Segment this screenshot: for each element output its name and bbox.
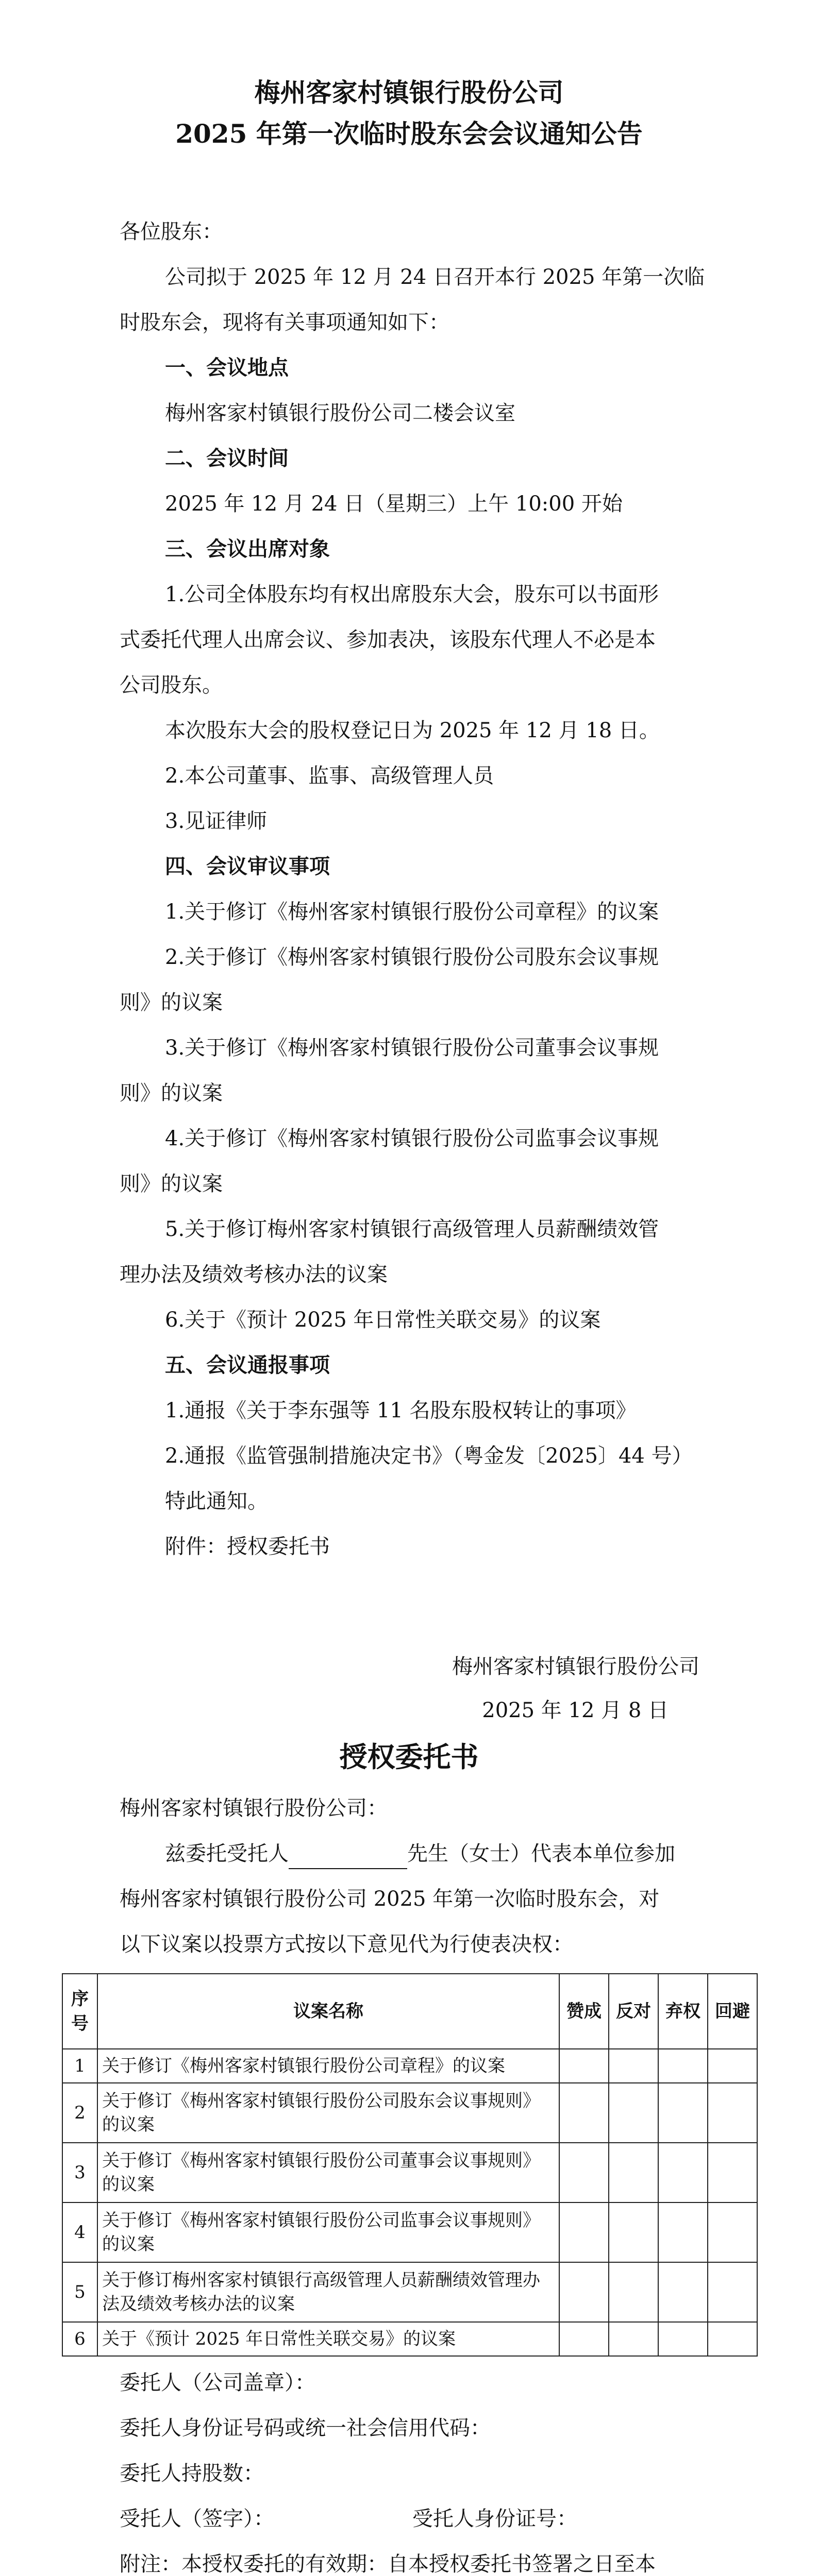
principal-seal-field: 委托人（公司盖章）：: [120, 2371, 315, 2395]
vote-abstain-cell[interactable]: [658, 2202, 708, 2262]
intro-line1: 公司拟于 2025 年 12 月 24 日召开本行 2025 年第一次临: [165, 265, 705, 289]
vote-for-cell[interactable]: [559, 2083, 609, 2143]
notice-date: 2025 年 12 月 8 日: [482, 1699, 669, 1722]
section5-heading: 五、会议通报事项: [165, 1353, 330, 1377]
vote-avoid-cell[interactable]: [708, 2049, 757, 2083]
note-line1: 附注：本授权委托的有效期：自本授权委托书签署之日至本: [120, 2552, 656, 2576]
agent-name-blank[interactable]: [289, 1845, 407, 1869]
vote-against-cell[interactable]: [609, 2143, 658, 2202]
vote-abstain-cell[interactable]: [658, 2049, 708, 2083]
section1-text: 梅州客家村镇银行股份公司二楼会议室: [165, 401, 515, 425]
row-proposal: 关于修订《梅州客家村镇银行股份公司监事会议事规则》的议案: [97, 2202, 559, 2262]
header-seq: 序号: [62, 1974, 97, 2049]
section3-p2: 本次股东大会的股权登记日为 2025 年 12 月 18 日。: [165, 719, 660, 742]
header-proposal-name: 议案名称: [97, 1974, 559, 2049]
section3-heading: 三、会议出席对象: [165, 537, 330, 561]
vote-avoid-cell[interactable]: [708, 2262, 757, 2322]
table-row: [62, 2202, 757, 2262]
vote-avoid-cell[interactable]: [708, 2143, 757, 2202]
notice-title-line1: 梅州客家村镇银行股份公司: [254, 77, 564, 108]
section2-heading: 二、会议时间: [165, 446, 289, 470]
row-num: 1: [62, 2049, 97, 2083]
section4-item3-line2: 则》的议案: [120, 1081, 223, 1105]
section3-p1-line2: 式委托代理人出席会议、参加表决，该股东代理人不必是本: [120, 628, 656, 652]
section4-item4-line1: 4.关于修订《梅州客家村镇银行股份公司监事会议事规: [165, 1127, 659, 1150]
header-avoid: 回避: [708, 1974, 757, 2049]
section4-item5-line2: 理办法及绩效考核办法的议案: [120, 1263, 388, 1286]
proxy-addressee: 梅州客家村镇银行股份公司：: [120, 1797, 388, 1820]
vote-abstain-cell[interactable]: [658, 2262, 708, 2322]
vote-avoid-cell[interactable]: [708, 2202, 757, 2262]
proxy-body-line1-b: 先生（女士）代表本单位参加: [407, 1842, 675, 1866]
vote-avoid-cell[interactable]: [708, 2083, 757, 2143]
section3-p1-line3: 公司股东。: [120, 673, 223, 697]
proxy-body-line3: 以下议案以投票方式按以下意见代为行使表决权：: [120, 1933, 573, 1956]
section5-item1: 1.通报《关于李东强等 11 名股东股权转让的事项》: [165, 1399, 637, 1422]
proxy-body-line1-a: 兹委托受托人: [165, 1842, 289, 1866]
intro-line2: 时股东会，现将有关事项通知如下：: [120, 311, 449, 334]
section3-p4: 3.见证律师: [165, 809, 268, 833]
vote-against-cell[interactable]: [609, 2322, 658, 2356]
section4-item6: 6.关于《预计 2025 年日常性关联交易》的议案: [165, 1308, 601, 1332]
salutation: 各位股东：: [120, 220, 223, 244]
vote-abstain-cell[interactable]: [658, 2322, 708, 2356]
section4-item2-line1: 2.关于修订《梅州客家村镇银行股份公司股东会议事规: [165, 945, 659, 969]
section4-item5-line1: 5.关于修订梅州客家村镇银行高级管理人员薪酬绩效管: [165, 1217, 659, 1241]
proxy-title: 授权委托书: [339, 1740, 479, 1773]
row-proposal: 关于《预计 2025 年日常性关联交易》的议案: [97, 2322, 559, 2356]
vote-against-cell[interactable]: [609, 2202, 658, 2262]
vote-against-cell[interactable]: [609, 2049, 658, 2083]
agent-id-field: 受托人身份证号：: [412, 2507, 577, 2531]
header-abstain: 弃权: [658, 1974, 708, 2049]
signer-name: 梅州客家村镇银行股份公司: [452, 1655, 699, 1679]
vote-abstain-cell[interactable]: [658, 2083, 708, 2143]
section2-text: 2025 年 12 月 24 日（星期三）上午 10:00 开始: [165, 492, 623, 516]
vote-table-header: [62, 1974, 757, 2049]
header-for: 赞成: [559, 1974, 609, 2049]
section4-heading: 四、会议审议事项: [165, 854, 330, 878]
attachment-label: 附件：授权委托书: [165, 1535, 330, 1558]
principal-shares-field: 委托人持股数：: [120, 2462, 264, 2485]
row-proposal: 关于修订《梅州客家村镇银行股份公司章程》的议案: [97, 2049, 559, 2083]
table-row: [62, 2049, 757, 2083]
proxy-body-line1: [165, 1838, 675, 1869]
section1-heading: 一、会议地点: [165, 355, 289, 380]
section4-item3-line1: 3.关于修订《梅州客家村镇银行股份公司董事会议事规: [165, 1036, 659, 1060]
agent-signature-field: 受托人（签字）：: [120, 2507, 274, 2531]
vote-against-cell[interactable]: [609, 2262, 658, 2322]
vote-for-cell[interactable]: [559, 2262, 609, 2322]
vote-for-cell[interactable]: [559, 2322, 609, 2356]
vote-abstain-cell[interactable]: [658, 2143, 708, 2202]
table-row: [62, 2262, 757, 2322]
section4-item1: 1.关于修订《梅州客家村镇银行股份公司章程》的议案: [165, 900, 659, 924]
section3-p1-line1: 1.公司全体股东均有权出席股东大会，股东可以书面形: [165, 583, 659, 606]
vote-against-cell[interactable]: [609, 2083, 658, 2143]
table-row: [62, 2143, 757, 2202]
row-num: 4: [62, 2202, 97, 2262]
row-num: 3: [62, 2143, 97, 2202]
proxy-body-line2: 梅州客家村镇银行股份公司 2025 年第一次临时股东会，对: [120, 1887, 660, 1911]
row-num: 2: [62, 2083, 97, 2143]
vote-avoid-cell[interactable]: [708, 2322, 757, 2356]
table-row: [62, 2083, 757, 2143]
section5-item2: 2.通报《监管强制措施决定书》（粤金发〔2025〕44 号）: [165, 1444, 693, 1468]
row-proposal: 关于修订《梅州客家村镇银行股份公司董事会议事规则》的议案: [97, 2143, 559, 2202]
closing-text: 特此通知。: [165, 1489, 268, 1513]
section4-item4-line2: 则》的议案: [120, 1172, 223, 1196]
row-proposal: 关于修订梅州客家村镇银行高级管理人员薪酬绩效管理办法及绩效考核办法的议案: [97, 2262, 559, 2322]
header-against: 反对: [609, 1974, 658, 2049]
section3-p3: 2.本公司董事、监事、高级管理人员: [165, 764, 494, 788]
section4-item2-line2: 则》的议案: [120, 991, 223, 1014]
vote-for-cell[interactable]: [559, 2143, 609, 2202]
row-num: 5: [62, 2262, 97, 2322]
row-proposal: 关于修订《梅州客家村镇银行股份公司股东会议事规则》的议案: [97, 2083, 559, 2143]
row-num: 6: [62, 2322, 97, 2356]
vote-for-cell[interactable]: [559, 2202, 609, 2262]
vote-for-cell[interactable]: [559, 2049, 609, 2083]
notice-title-line2: 2025 年第一次临时股东会会议通知公告: [175, 118, 643, 149]
vote-table: [62, 1973, 758, 2357]
table-row: [62, 2322, 757, 2356]
principal-id-field: 委托人身份证号码或统一社会信用代码：: [120, 2416, 491, 2440]
